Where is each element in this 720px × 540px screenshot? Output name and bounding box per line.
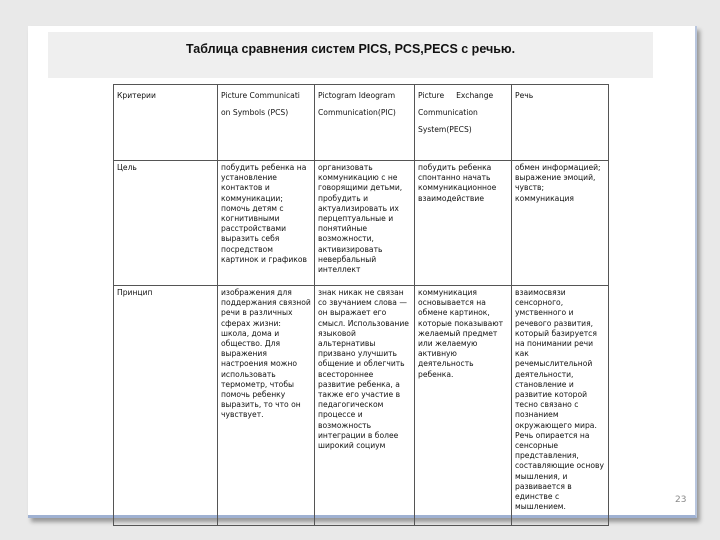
header-pcs-line1: Picture Communicati [221, 91, 300, 100]
table-row [114, 286, 609, 526]
header-pecs-line1: Picture Exchange [418, 91, 494, 100]
header-pic-line1: Pictogram Ideogram [318, 91, 396, 100]
header-pcs-line2: on Symbols (PCS) [221, 108, 289, 117]
header-pic [315, 85, 415, 161]
cell-pecs: коммуникация основывается на обмене картинок, которые показывают желаемый предмет или желаемую активную деятельность ребенка. [415, 286, 512, 526]
title-band [48, 32, 653, 78]
row-criterion: Принцип [114, 286, 218, 526]
header-pecs [415, 85, 512, 161]
page-title: Таблица сравнения систем PICS, PCS,PECS с речью. [185, 42, 516, 56]
page-number: 23 [675, 495, 687, 505]
header-row [114, 85, 609, 161]
row-criterion: Цель [114, 161, 218, 286]
table-row [114, 161, 609, 286]
cell-pecs: побудить ребенка спонтанно начать коммуникационное взаимодействие [415, 161, 512, 286]
cell-speech: обмен информацией; выражение эмоций, чувств; коммуникация [512, 161, 609, 286]
header-pecs-line3: System(PECS) [418, 125, 472, 134]
header-speech: Речь [512, 85, 609, 161]
header-pcs [218, 85, 315, 161]
header-pecs-line2: Communication [418, 108, 478, 117]
cell-pcs: побудить ребенка на установление контактов и коммуникации; помочь детям с когнитивными расстройствами выразить себя посредством картинок и графиков [218, 161, 315, 286]
comparison-table [113, 84, 609, 526]
slide [28, 26, 697, 518]
cell-pcs: изображения для поддержания связной речи в различных сферах жизни: школа, дома и общество. Для выражения настроения можно использовать термометр, чтобы помочь ребенку выразить, то что он чувствует. [218, 286, 315, 526]
header-criteria: Критерии [114, 85, 218, 161]
cell-speech: взаимосвязи сенсорного, умственного и речевого развития, который базируется на понимании речи как речемыслительной деятельности, становление и развитие которой тесно связано с познанием окружающего мира. Речь опирается на сенсорные представления, составляющие основу мышления, и развивается в единстве с мышлением. [512, 286, 609, 526]
cell-pic: знак никак не связан со звучанием слова — он выражает его смысл. Использование языковой альтернативы призвано улучшить общение и облегчить всестороннее развитие ребенка, а также его участие в педагогическом процессе и возможность интеграции в более широкий социум [315, 286, 415, 526]
header-pic-line2: Communication(PIC) [318, 108, 396, 117]
cell-pic: организовать коммуникацию с не говорящими детьми, пробудить и актуализировать их перцептуальные и понятийные возможности, активизировать невербальный интеллект [315, 161, 415, 286]
